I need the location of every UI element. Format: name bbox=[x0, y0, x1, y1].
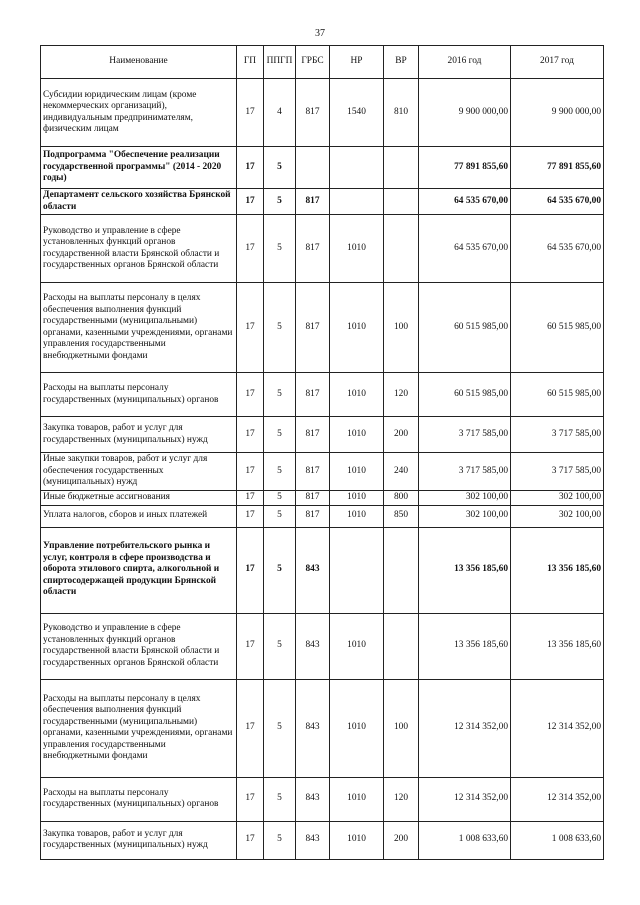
cell-vr: 120 bbox=[384, 373, 419, 417]
cell-y2016: 77 891 855,60 bbox=[419, 147, 511, 189]
cell-y2016: 1 008 633,60 bbox=[419, 821, 511, 859]
cell-y2016: 3 717 585,00 bbox=[419, 453, 511, 491]
cell-vr: 100 bbox=[384, 283, 419, 373]
cell-gp: 17 bbox=[237, 777, 264, 821]
cell-vr: 850 bbox=[384, 505, 419, 527]
header-nr: НР bbox=[330, 46, 384, 79]
cell-nr: 1010 bbox=[330, 453, 384, 491]
cell-gp: 17 bbox=[237, 505, 264, 527]
cell-gp: 17 bbox=[237, 821, 264, 859]
cell-ppgp: 5 bbox=[264, 417, 296, 453]
cell-y2017: 3 717 585,00 bbox=[511, 453, 604, 491]
cell-vr bbox=[384, 147, 419, 189]
cell-grbs: 817 bbox=[296, 215, 330, 283]
table-row bbox=[41, 777, 604, 821]
cell-vr: 100 bbox=[384, 679, 419, 777]
cell-ppgp: 5 bbox=[264, 189, 296, 215]
header-2016: 2016 год bbox=[419, 46, 511, 79]
cell-ppgp: 5 bbox=[264, 491, 296, 506]
cell-y2017: 60 515 985,00 bbox=[511, 283, 604, 373]
cell-y2016: 302 100,00 bbox=[419, 505, 511, 527]
cell-y2017: 302 100,00 bbox=[511, 491, 604, 506]
cell-name: Подпрограмма "Обеспечение реализации государственной программы" (2014 - 2020 годы) bbox=[41, 147, 237, 189]
table-row bbox=[41, 189, 604, 215]
cell-y2016: 12 314 352,00 bbox=[419, 679, 511, 777]
table-row bbox=[41, 453, 604, 491]
cell-nr: 1010 bbox=[330, 283, 384, 373]
cell-y2016: 60 515 985,00 bbox=[419, 373, 511, 417]
page-number: 37 bbox=[315, 28, 325, 39]
table-row bbox=[41, 417, 604, 453]
table-row bbox=[41, 215, 604, 283]
header-name: Наименование bbox=[41, 46, 237, 79]
header-gp: ГП bbox=[237, 46, 264, 79]
cell-nr: 1010 bbox=[330, 215, 384, 283]
cell-y2017: 13 356 185,60 bbox=[511, 613, 604, 679]
table-row bbox=[41, 491, 604, 506]
cell-ppgp: 5 bbox=[264, 777, 296, 821]
cell-y2016: 64 535 670,00 bbox=[419, 215, 511, 283]
cell-y2017: 64 535 670,00 bbox=[511, 189, 604, 215]
cell-gp: 17 bbox=[237, 79, 264, 147]
cell-grbs: 817 bbox=[296, 283, 330, 373]
cell-name: Руководство и управление в сфере установленных функций органов государственной власти Брянской области и государственных органов Брянской области bbox=[41, 613, 237, 679]
cell-name: Расходы на выплаты персоналу государственных (муниципальных) органов bbox=[41, 777, 237, 821]
cell-vr: 200 bbox=[384, 821, 419, 859]
cell-vr: 800 bbox=[384, 491, 419, 506]
cell-ppgp: 5 bbox=[264, 613, 296, 679]
cell-grbs: 843 bbox=[296, 527, 330, 613]
cell-ppgp: 5 bbox=[264, 453, 296, 491]
cell-y2017: 1 008 633,60 bbox=[511, 821, 604, 859]
table-row bbox=[41, 613, 604, 679]
cell-nr: 1010 bbox=[330, 505, 384, 527]
cell-grbs: 817 bbox=[296, 373, 330, 417]
cell-gp: 17 bbox=[237, 679, 264, 777]
cell-y2016: 302 100,00 bbox=[419, 491, 511, 506]
cell-ppgp: 5 bbox=[264, 505, 296, 527]
cell-gp: 17 bbox=[237, 283, 264, 373]
cell-grbs: 843 bbox=[296, 613, 330, 679]
cell-ppgp: 4 bbox=[264, 79, 296, 147]
cell-grbs: 843 bbox=[296, 679, 330, 777]
cell-y2016: 9 900 000,00 bbox=[419, 79, 511, 147]
cell-y2016: 3 717 585,00 bbox=[419, 417, 511, 453]
cell-vr: 120 bbox=[384, 777, 419, 821]
budget-table bbox=[40, 45, 604, 860]
cell-name: Закупка товаров, работ и услуг для государственных (муниципальных) нужд bbox=[41, 821, 237, 859]
cell-vr: 240 bbox=[384, 453, 419, 491]
cell-gp: 17 bbox=[237, 417, 264, 453]
cell-grbs: 817 bbox=[296, 491, 330, 506]
cell-nr: 1010 bbox=[330, 417, 384, 453]
cell-y2016: 13 356 185,60 bbox=[419, 527, 511, 613]
cell-gp: 17 bbox=[237, 147, 264, 189]
cell-gp: 17 bbox=[237, 491, 264, 506]
cell-grbs: 817 bbox=[296, 505, 330, 527]
table-row bbox=[41, 527, 604, 613]
cell-name: Расходы на выплаты персоналу государственных (муниципальных) органов bbox=[41, 373, 237, 417]
cell-vr: 200 bbox=[384, 417, 419, 453]
header-grbs: ГРБС bbox=[296, 46, 330, 79]
cell-name: Управление потребительского рынка и услуг, контроля в сфере производства и оборота этилового спирта, алкогольной и спиртосодержащей продукции Брянской области bbox=[41, 527, 237, 613]
cell-nr bbox=[330, 527, 384, 613]
cell-name: Закупка товаров, работ и услуг для государственных (муниципальных) нужд bbox=[41, 417, 237, 453]
cell-ppgp: 5 bbox=[264, 147, 296, 189]
cell-gp: 17 bbox=[237, 527, 264, 613]
cell-name: Уплата налогов, сборов и иных платежей bbox=[41, 505, 237, 527]
cell-ppgp: 5 bbox=[264, 821, 296, 859]
cell-grbs: 843 bbox=[296, 821, 330, 859]
cell-y2017: 3 717 585,00 bbox=[511, 417, 604, 453]
cell-y2017: 9 900 000,00 bbox=[511, 79, 604, 147]
cell-vr bbox=[384, 189, 419, 215]
cell-gp: 17 bbox=[237, 613, 264, 679]
table-row bbox=[41, 821, 604, 859]
cell-ppgp: 5 bbox=[264, 283, 296, 373]
cell-nr: 1540 bbox=[330, 79, 384, 147]
cell-y2017: 12 314 352,00 bbox=[511, 679, 604, 777]
cell-y2017: 77 891 855,60 bbox=[511, 147, 604, 189]
cell-ppgp: 5 bbox=[264, 373, 296, 417]
header-2017: 2017 год bbox=[511, 46, 604, 79]
cell-y2016: 64 535 670,00 bbox=[419, 189, 511, 215]
cell-nr bbox=[330, 189, 384, 215]
cell-y2017: 60 515 985,00 bbox=[511, 373, 604, 417]
cell-vr: 810 bbox=[384, 79, 419, 147]
cell-nr: 1010 bbox=[330, 679, 384, 777]
cell-name: Расходы на выплаты персоналу в целях обеспечения выполнения функций государственными (муниципальными) органами, казенными учреждениями, органами управления государственными внебюджетными фондами bbox=[41, 283, 237, 373]
cell-name: Субсидии юридическим лицам (кроме некоммерческих организаций), индивидуальным предпринимателям, физическим лицам bbox=[41, 79, 237, 147]
cell-gp: 17 bbox=[237, 189, 264, 215]
cell-nr: 1010 bbox=[330, 777, 384, 821]
cell-y2017: 12 314 352,00 bbox=[511, 777, 604, 821]
cell-vr bbox=[384, 215, 419, 283]
cell-vr bbox=[384, 527, 419, 613]
table-row bbox=[41, 147, 604, 189]
table-row bbox=[41, 283, 604, 373]
cell-name: Иные бюджетные ассигнования bbox=[41, 491, 237, 506]
cell-grbs: 817 bbox=[296, 189, 330, 215]
cell-y2017: 13 356 185,60 bbox=[511, 527, 604, 613]
cell-nr: 1010 bbox=[330, 613, 384, 679]
table-header-row bbox=[41, 46, 604, 79]
cell-grbs bbox=[296, 147, 330, 189]
cell-nr: 1010 bbox=[330, 821, 384, 859]
cell-ppgp: 5 bbox=[264, 679, 296, 777]
table-row bbox=[41, 373, 604, 417]
cell-y2016: 12 314 352,00 bbox=[419, 777, 511, 821]
table-row bbox=[41, 679, 604, 777]
header-ppgp: ППГП bbox=[264, 46, 296, 79]
cell-nr: 1010 bbox=[330, 373, 384, 417]
cell-name: Департамент сельского хозяйства Брянской области bbox=[41, 189, 237, 215]
cell-name: Иные закупки товаров, работ и услуг для обеспечения государственных (муниципальных) нужд bbox=[41, 453, 237, 491]
cell-grbs: 817 bbox=[296, 417, 330, 453]
table-row bbox=[41, 79, 604, 147]
cell-y2017: 302 100,00 bbox=[511, 505, 604, 527]
table-row bbox=[41, 505, 604, 527]
cell-vr bbox=[384, 613, 419, 679]
cell-name: Расходы на выплаты персоналу в целях обеспечения выполнения функций государственными (муниципальными) органами, казенными учреждениями, органами управления государственными внебюджетными фондами bbox=[41, 679, 237, 777]
cell-y2016: 60 515 985,00 bbox=[419, 283, 511, 373]
cell-nr: 1010 bbox=[330, 491, 384, 506]
cell-ppgp: 5 bbox=[264, 215, 296, 283]
cell-ppgp: 5 bbox=[264, 527, 296, 613]
cell-gp: 17 bbox=[237, 215, 264, 283]
cell-gp: 17 bbox=[237, 453, 264, 491]
cell-y2017: 64 535 670,00 bbox=[511, 215, 604, 283]
cell-name: Руководство и управление в сфере установленных функций органов государственной власти Брянской области и государственных органов Брянской области bbox=[41, 215, 237, 283]
cell-y2016: 13 356 185,60 bbox=[419, 613, 511, 679]
cell-grbs: 817 bbox=[296, 79, 330, 147]
cell-nr bbox=[330, 147, 384, 189]
header-vr: ВР bbox=[384, 46, 419, 79]
cell-grbs: 817 bbox=[296, 453, 330, 491]
cell-gp: 17 bbox=[237, 373, 264, 417]
cell-grbs: 843 bbox=[296, 777, 330, 821]
